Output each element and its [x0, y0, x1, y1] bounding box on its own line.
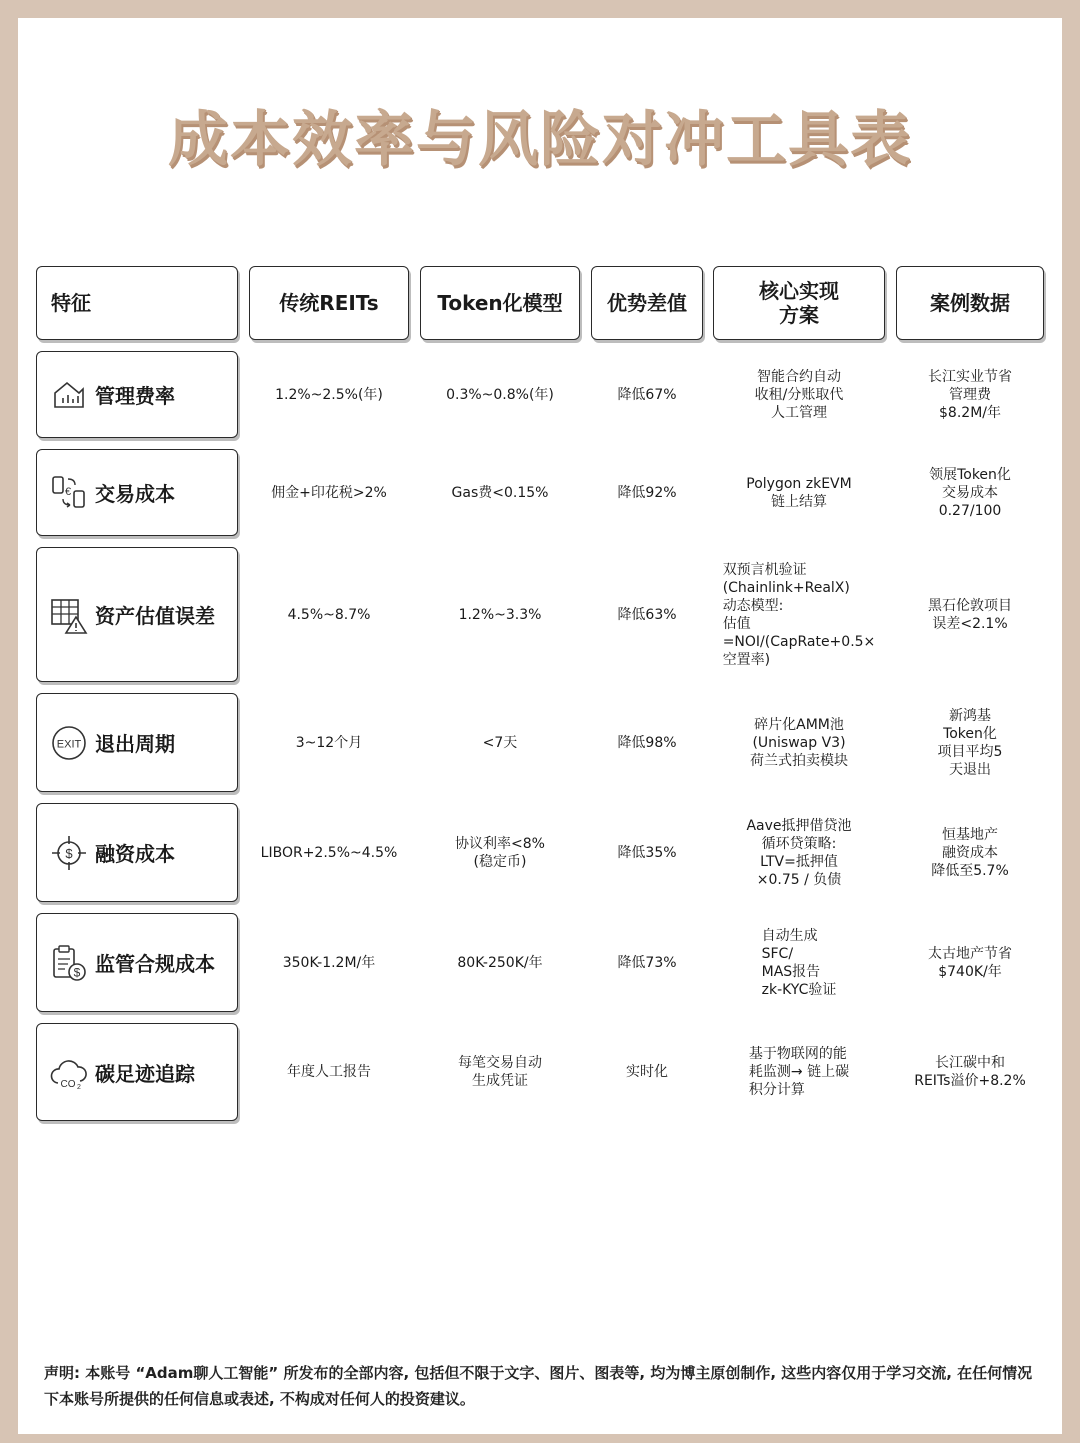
table-cell-traditional: LIBOR+2.5%~4.5% — [260, 844, 398, 861]
table-cell-solution: Polygon zkEVM 链上结算 — [746, 475, 852, 510]
header-case-data: 案例数据 — [896, 266, 1044, 340]
svg-text:2: 2 — [77, 1084, 81, 1091]
table-cell-solution: 基于物联网的能 耗监测→ 链上碳 积分计算 — [748, 1046, 850, 1098]
header-advantage: 优势差值 — [591, 266, 703, 340]
table-cell-token: Gas费<0.15% — [451, 484, 549, 501]
table-cell-case: 新鸿基 Token化 项目平均5 天退出 — [937, 707, 1003, 778]
table-cell-case: 长江实业节省 管理费 $8.2M/年 — [928, 368, 1012, 421]
page-title: 成本效率与风险对冲工具表 — [168, 105, 912, 175]
svg-text:$: $ — [65, 845, 73, 861]
table-cell-solution: 双预言机验证 (Chainlink+RealX) 动态模型: 估值 =NOI/(CapRate+0.5× 空置率) — [722, 561, 876, 668]
table-cell-traditional: 年度人工报告 — [287, 1064, 371, 1080]
svg-text:$: $ — [73, 965, 81, 979]
currency-exchange-icon — [49, 473, 89, 513]
feature-label: 资产估值误差 — [95, 604, 215, 628]
feature-label: 退出周期 — [95, 732, 175, 756]
table-cell-traditional: 4.5%~8.7% — [287, 606, 371, 623]
table-cell-advantage: 降低63% — [617, 606, 677, 623]
table-cell-solution: 智能合约自动 收租/分账取代 人工管理 — [754, 368, 844, 421]
table-cell-advantage: 实时化 — [626, 1064, 668, 1080]
table-cell-solution: 碎片化AMM池 (Uniswap V3) 荷兰式拍卖模块 — [750, 716, 848, 769]
table-cell-advantage: 降低92% — [617, 484, 677, 501]
feature-label: 交易成本 — [95, 482, 175, 506]
table-cell-token: <7天 — [482, 734, 518, 751]
feature-label: 融资成本 — [95, 842, 175, 866]
svg-text:EXIT: EXIT — [56, 738, 82, 750]
table-cell-solution: 自动生成 SFC/ MAS报告 zk-KYC验证 — [761, 927, 837, 998]
feature-cell — [36, 351, 238, 438]
table-cell-token: 0.3%~0.8%(年) — [446, 386, 554, 403]
table-cell-traditional: 350K-1.2M/年 — [282, 954, 376, 971]
feature-label: 监管合规成本 — [95, 952, 215, 976]
table-cell-advantage: 降低35% — [617, 844, 677, 861]
header-traditional-reits: 传统REITs — [249, 266, 409, 340]
header-feature: 特征 — [36, 266, 238, 340]
building-chart-icon — [49, 375, 89, 415]
header-core-solution: 核心实现 方案 — [713, 266, 885, 340]
table-cell-case: 长江碳中和 REITs溢价+8.2% — [914, 1055, 1026, 1089]
feature-label: 管理费率 — [95, 384, 175, 408]
table-cell-solution: Aave抵押借贷池 循环贷策略: LTV=抵押值 ×0.75 / 负债 — [746, 817, 852, 888]
svg-text:€: € — [65, 485, 72, 498]
table-cell-traditional: 1.2%~2.5%(年) — [275, 386, 383, 403]
co2-cloud-icon — [49, 1052, 89, 1092]
svg-text:CO: CO — [60, 1079, 76, 1090]
table-cell-advantage: 降低67% — [617, 386, 677, 403]
dollar-target-icon — [49, 833, 89, 873]
table-cell-token: 协议利率<8% (稳定币) — [455, 835, 545, 870]
table-cell-case: 黑石伦敦项目 误差<2.1% — [928, 597, 1012, 632]
feature-cell — [36, 547, 238, 682]
table-cell-token: 每笔交易自动 生成凭证 — [458, 1055, 542, 1089]
table-cell-case: 太古地产节省 $740K/年 — [928, 945, 1012, 980]
table-cell-traditional: 3~12个月 — [295, 734, 363, 751]
disclaimer: 声明: 本账号 “Adam聊人工智能” 所发布的全部内容, 包括但不限于文字、图片、图表等, 均为博主原创制作, 这些内容仅用于学习交流, 在任何情况下本账号所提供的任何信息或表述, 不构成对任何人的投资建议。 — [44, 1364, 1033, 1408]
table-cell-case: 领展Token化 交易成本 0.27/100 — [929, 466, 1011, 519]
table-cell-advantage: 降低73% — [617, 954, 677, 971]
feature-cell — [36, 913, 238, 1012]
header-token-model: Token化模型 — [420, 266, 580, 340]
table-cell-case: 恒基地产 融资成本 降低至5.7% — [931, 826, 1009, 879]
feature-label: 碳足迹追踪 — [95, 1061, 195, 1086]
table-cell-token: 80K-250K/年 — [457, 954, 543, 971]
feature-cell — [36, 449, 238, 536]
table-warning-icon — [49, 595, 89, 635]
feature-cell — [36, 803, 238, 902]
clipboard-dollar-icon — [49, 943, 89, 983]
table-cell-token: 1.2%~3.3% — [458, 606, 542, 623]
exit-icon — [49, 723, 89, 763]
table-cell-advantage: 降低98% — [617, 734, 677, 751]
table-cell-traditional: 佣金+印花税>2% — [271, 484, 387, 501]
feature-cell — [36, 693, 238, 792]
feature-cell — [36, 1023, 238, 1121]
